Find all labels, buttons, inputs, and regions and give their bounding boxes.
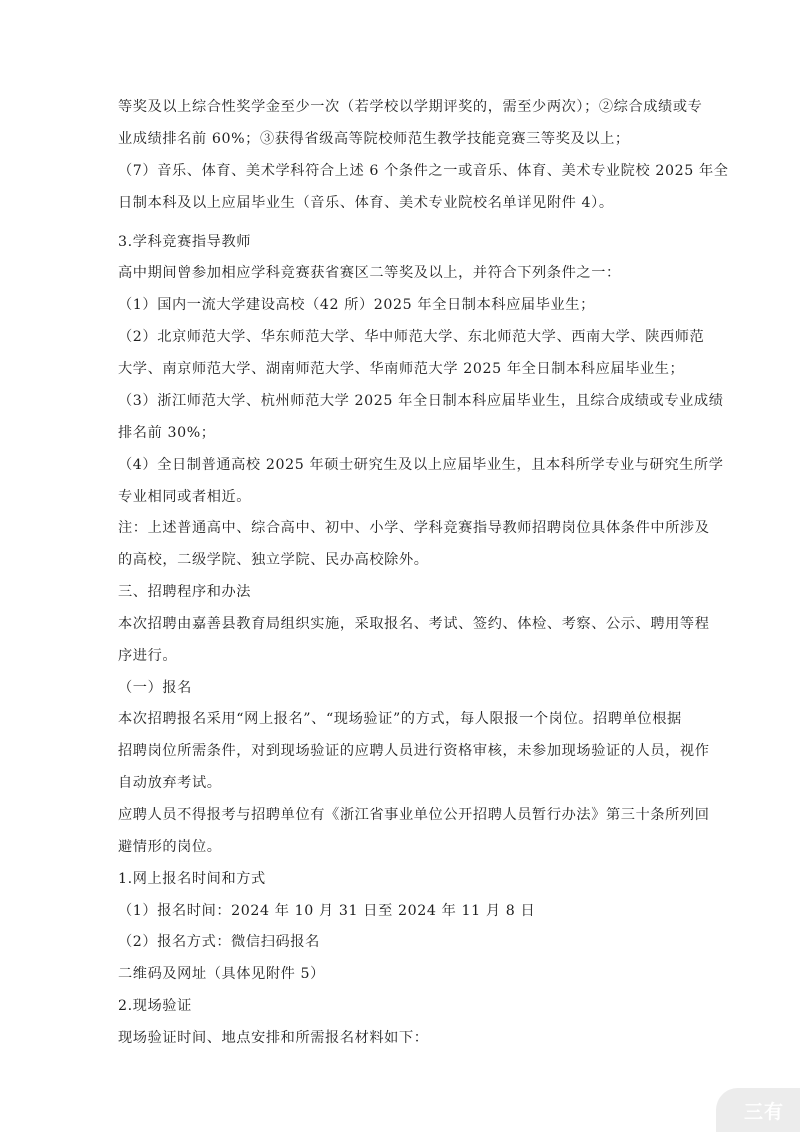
text-line: 高中期间曾参加相应学科竞赛获省赛区二等奖及以上，并符合下列条件之一： [118, 265, 621, 281]
text-line: 2.现场验证 [118, 998, 192, 1014]
text-line: 本次招聘由嘉善县教育局组织实施，采取报名、考试、签约、体检、考察、公示、聘用等程 [118, 616, 710, 632]
text-line: （4）全日制普通高校 2025 年硕士研究生及以上应届毕业生，且本科所学专业与研究生所学 [118, 457, 724, 473]
text-line: 1.网上报名时间和方式 [118, 871, 266, 887]
text-line: 大学、南京师范大学、湖南师范大学、华南师范大学 2025 年全日制本科应届毕业生； [118, 361, 685, 377]
text-line: 业成绩排名前 60%；③获得省级高等院校师范生教学技能竞赛三等奖及以上； [118, 131, 630, 147]
text-line: 等奖及以上综合性奖学金至少一次（若学校以学期评奖的，需至少两次）；②综合成绩或专 [118, 99, 703, 115]
text-line: 序进行。 [118, 648, 178, 664]
text-line: 排名前 30%； [118, 425, 216, 441]
text-line: （1）国内一流大学建设高校（42 所）2025 年全日制本科应届毕业生； [118, 297, 595, 313]
text-line: 本次招聘报名采用“网上报名”、“现场验证”的方式，每人限报一个岗位。招聘单位根据 [118, 711, 682, 727]
text-line: 现场验证时间、地点安排和所需报名材料如下： [118, 1030, 429, 1046]
text-line: 注：上述普通高中、综合高中、初中、小学、学科竞赛指导教师招聘岗位具体条件中所涉及 [118, 520, 710, 536]
text-line: （1）报名时间：2024 年 10 月 31 日至 2024 年 11 月 8 日 [118, 903, 536, 919]
text-line: 招聘岗位所需条件，对到现场验证的应聘人员进行资格审核，未参加现场验证的人员，视作 [118, 743, 710, 759]
text-line: 三、招聘程序和办法 [118, 584, 252, 600]
watermark-badge [716, 1088, 800, 1132]
text-line: 3.学科竞赛指导教师 [118, 234, 252, 250]
text-line: 的高校，二级学院、独立学院、民办高校除外。 [118, 552, 429, 568]
text-line: 自动放弃考试。 [118, 775, 222, 791]
text-line: （2）报名方式：微信扫码报名 [118, 934, 320, 950]
watermark-text: 三有 [743, 1100, 784, 1123]
text-line: 日制本科及以上应届毕业生（音乐、体育、美术专业院校名单详见附件 4）。 [118, 195, 614, 211]
text-line: （3）浙江师范大学、杭州师范大学 2025 年全日制本科应届毕业生，且综合成绩或专业成绩 [118, 393, 724, 409]
text-line: 专业相同或者相近。 [118, 489, 252, 505]
text-line: 应聘人员不得报考与招聘单位有《浙江省事业单位公开招聘人员暂行办法》第三十条所列回 [118, 807, 710, 823]
text-line: 二维码及网址（具体见附件 5） [118, 966, 325, 982]
text-line: （7）音乐、体育、美术学科符合上述 6 个条件之一或音乐、体育、美术专业院校 2025 年全 [118, 163, 729, 179]
text-line: （2）北京师范大学、华东师范大学、华中师范大学、东北师范大学、西南大学、陕西师范 [118, 329, 705, 345]
text-line: （一）报名 [118, 680, 192, 696]
text-line: 避情形的岗位。 [118, 839, 222, 855]
